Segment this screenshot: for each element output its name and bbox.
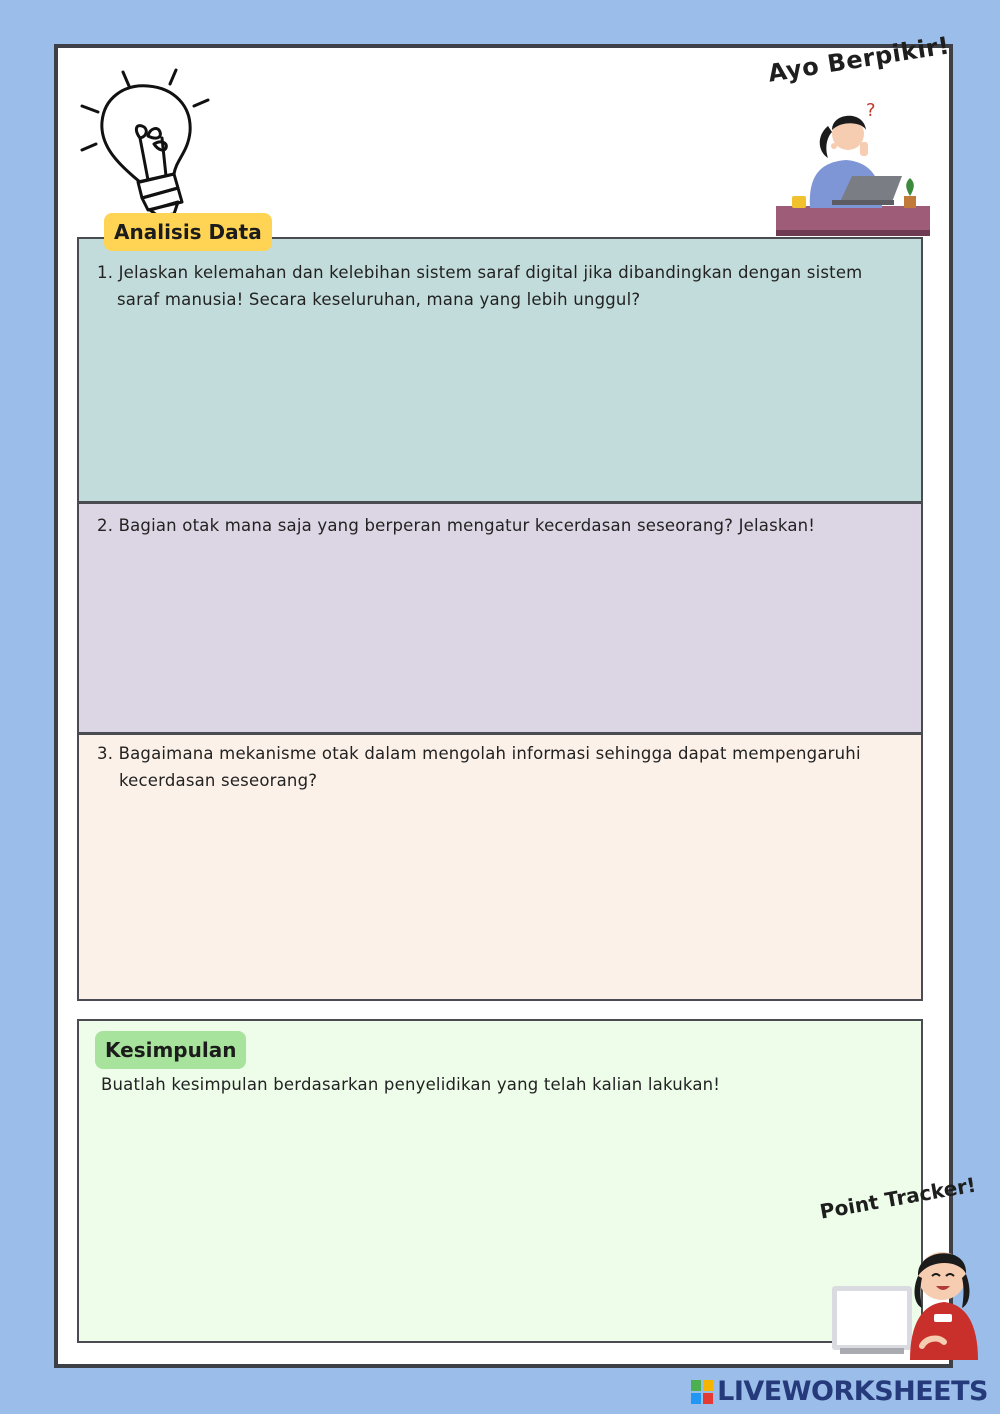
conclusion-instruction: Buatlah kesimpulan berdasarkan penyelidikan yang telah kalian lakukan! (101, 1075, 721, 1094)
point-tracker (812, 1172, 992, 1362)
question-3-answer-area[interactable] (77, 733, 923, 1001)
question-1-answer-area[interactable] (77, 237, 923, 503)
brand-name: LIVEWORKSHEETS (717, 1376, 988, 1407)
question-2-text: 2. Bagian otak mana saja yang berperan mengatur kecerdasan seseorang? Jelaskan! (97, 516, 816, 535)
question-2-answer-area[interactable] (77, 502, 923, 734)
conclusion-tag: Kesimpulan (95, 1031, 246, 1069)
question-1-text: 1. Jelaskan kelemahan dan kelebihan sistem saraf digital jika dibandingkan dengan sistem saraf manusia! Secara keseluruhan, mana yang lebih unggul? (97, 263, 863, 309)
student-at-laptop-illustration (770, 96, 940, 256)
question-3-text: 3. Bagaimana mekanisme otak dalam mengolah informasi sehingga dapat mempengaruhi kecerdasan seseorang? (97, 744, 861, 790)
think-corner (760, 31, 952, 254)
liveworksheets-logo-icon (691, 1380, 713, 1404)
think-title: Ayo Berpikir! (766, 31, 952, 88)
svg-text:?: ? (866, 100, 876, 121)
tracker-title: Point Tracker! (818, 1172, 978, 1224)
presenter-with-board-illustration (826, 1220, 986, 1360)
lightbulb-icon (78, 64, 213, 219)
brand-watermark (691, 1376, 988, 1407)
analysis-tag: Analisis Data (104, 213, 272, 251)
